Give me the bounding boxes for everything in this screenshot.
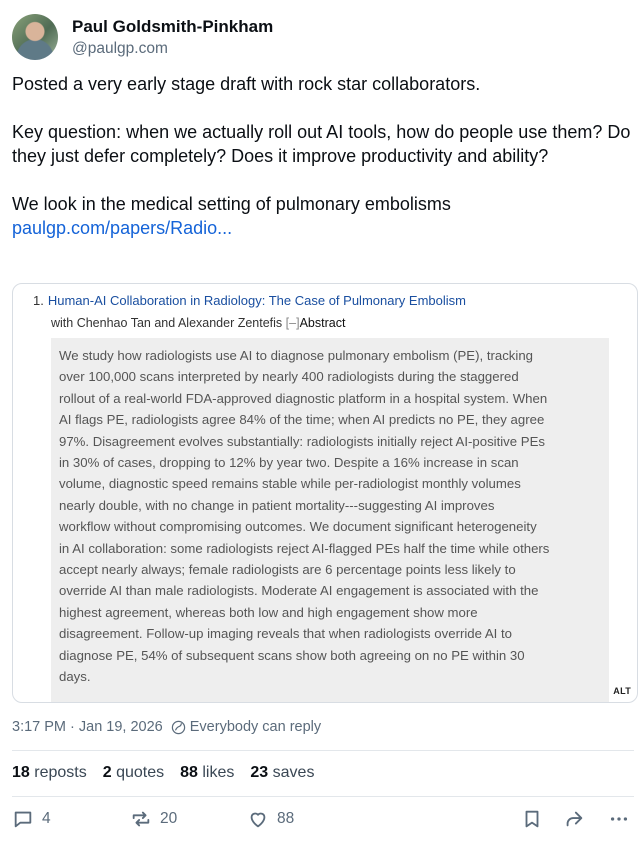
more-icon: [608, 808, 630, 830]
likes-stat[interactable]: [180, 764, 234, 782]
abstract-line: in AI collaboration: some radiologists reject AI-flagged PEs half the time while others: [59, 540, 550, 556]
post-link[interactable]: paulgp.com/papers/Radio...: [12, 218, 233, 238]
quotes-label: quotes: [116, 764, 165, 781]
abstract-line: 97%. Disagreement evolves substantially: radiologists initially reject AI-positive PEs: [59, 433, 545, 449]
abstract-line: rollout of a real-world FDA-approved diagnostic platform in a hospital system. When: [59, 390, 548, 406]
author-handle[interactable]: @paulgp.com: [72, 39, 168, 57]
saves-stat[interactable]: [250, 764, 314, 782]
reposts-label: reposts: [34, 764, 87, 781]
repost-button[interactable]: [130, 808, 177, 830]
saves-count: 23: [250, 764, 269, 781]
abstract-line: in 30% of cases, dropping to 12% by year two. Despite a 16% increase in scan: [59, 455, 519, 471]
post-line-3: We look in the medical setting of pulmonary embolisms: [12, 194, 451, 214]
quotes-count: 2: [102, 764, 112, 781]
divider: [12, 750, 634, 751]
paper-title: Human-AI Collaboration in Radiology: The Case of Pulmonary Embolism: [47, 293, 466, 308]
paper-number: 1.: [33, 293, 44, 308]
abstract-line: We study how radiologists use AI to diagnose pulmonary embolism (PE), tracking: [59, 348, 533, 363]
heart-icon: [247, 808, 269, 830]
bookmark-button[interactable]: [521, 808, 543, 830]
reposts-count: 18: [12, 764, 30, 781]
quotes-stat[interactable]: [103, 764, 164, 782]
like-button[interactable]: [247, 808, 294, 830]
abstract-line: override AI than male radiologists. Moderate AI engagement is associated with the: [59, 583, 539, 599]
post-timestamp[interactable]: 3:17 PM · Jan 19, 2026: [12, 719, 163, 735]
repost-icon: [130, 808, 152, 830]
abstract-line: workflow without compromising outcomes. We document significant heterogeneity: [59, 519, 537, 535]
post-line-1: Posted a very early stage draft with rock star collaborators.: [12, 74, 481, 94]
abstract-line: over 100,000 scans interpreted by nearly 400 radiologists during the staggered: [59, 369, 519, 385]
abstract-line: nearly double, with no change in patient mortality---suggesting AI improves: [59, 497, 495, 513]
engagement-stats: [12, 764, 314, 782]
abstract-line: days.: [59, 669, 91, 685]
saves-label: saves: [272, 764, 315, 781]
post-header: [12, 12, 273, 62]
likes-label: likes: [202, 764, 235, 781]
abstract-line: disagreement. Follow-up imaging reveals that when radiologists override AI to: [59, 626, 513, 642]
paper-title-row: [33, 292, 466, 310]
author-names: [72, 16, 273, 59]
abstract-line: AI flags PE, radiologists agree 84% of the time; when AI predicts no PE, they agree: [59, 412, 545, 428]
post-line-2: Key question: when we actually roll out AI tools, how do people use them? Do they just defer completely? Does it improve productivity and ability?: [12, 122, 631, 166]
likes-count: 88: [180, 764, 198, 781]
more-options-button[interactable]: [608, 808, 630, 830]
divider: [12, 796, 634, 797]
paper-authors-row: [51, 314, 345, 332]
abstract-line: diagnose PE, 54% of subsequent scans show both agreeing on no PE within 30: [59, 647, 525, 663]
avatar[interactable]: [12, 14, 58, 60]
reposts-stat[interactable]: [12, 764, 87, 782]
alt-text-badge[interactable]: ALT: [613, 686, 631, 696]
abstract-line: highest agreement, whereas both low and high engagement show more: [59, 604, 478, 620]
reply-count: 4: [42, 810, 51, 827]
embedded-image-card[interactable]: [12, 283, 638, 703]
abstract-line: accept nearly always; female radiologists are 6 percentage points less likely to: [59, 562, 516, 578]
abstract-text: [51, 338, 609, 702]
abstract-label: Abstract: [299, 316, 346, 330]
paper-authors: with Chenhao Tan and Alexander Zentefis: [51, 316, 283, 330]
repost-count: 20: [160, 810, 178, 827]
author-display-name[interactable]: Paul Goldsmith-Pinkham: [72, 16, 274, 36]
bookmark-icon: [521, 808, 543, 830]
reply-button[interactable]: [12, 808, 51, 830]
action-bar: [0, 808, 642, 838]
share-button[interactable]: [563, 808, 585, 830]
reply-settings-icon: [171, 720, 186, 735]
abstract-toggle: [–]: [285, 316, 300, 330]
abstract-line: volume, diagnostic speed remains stable while per-radiologist monthly volumes: [59, 476, 521, 492]
post-meta: [12, 719, 321, 735]
like-count: 88: [277, 810, 295, 827]
share-icon: [563, 808, 585, 830]
post-text: [12, 72, 632, 240]
reply-icon: [12, 808, 34, 830]
reply-setting-text[interactable]: Everybody can reply: [189, 719, 322, 735]
